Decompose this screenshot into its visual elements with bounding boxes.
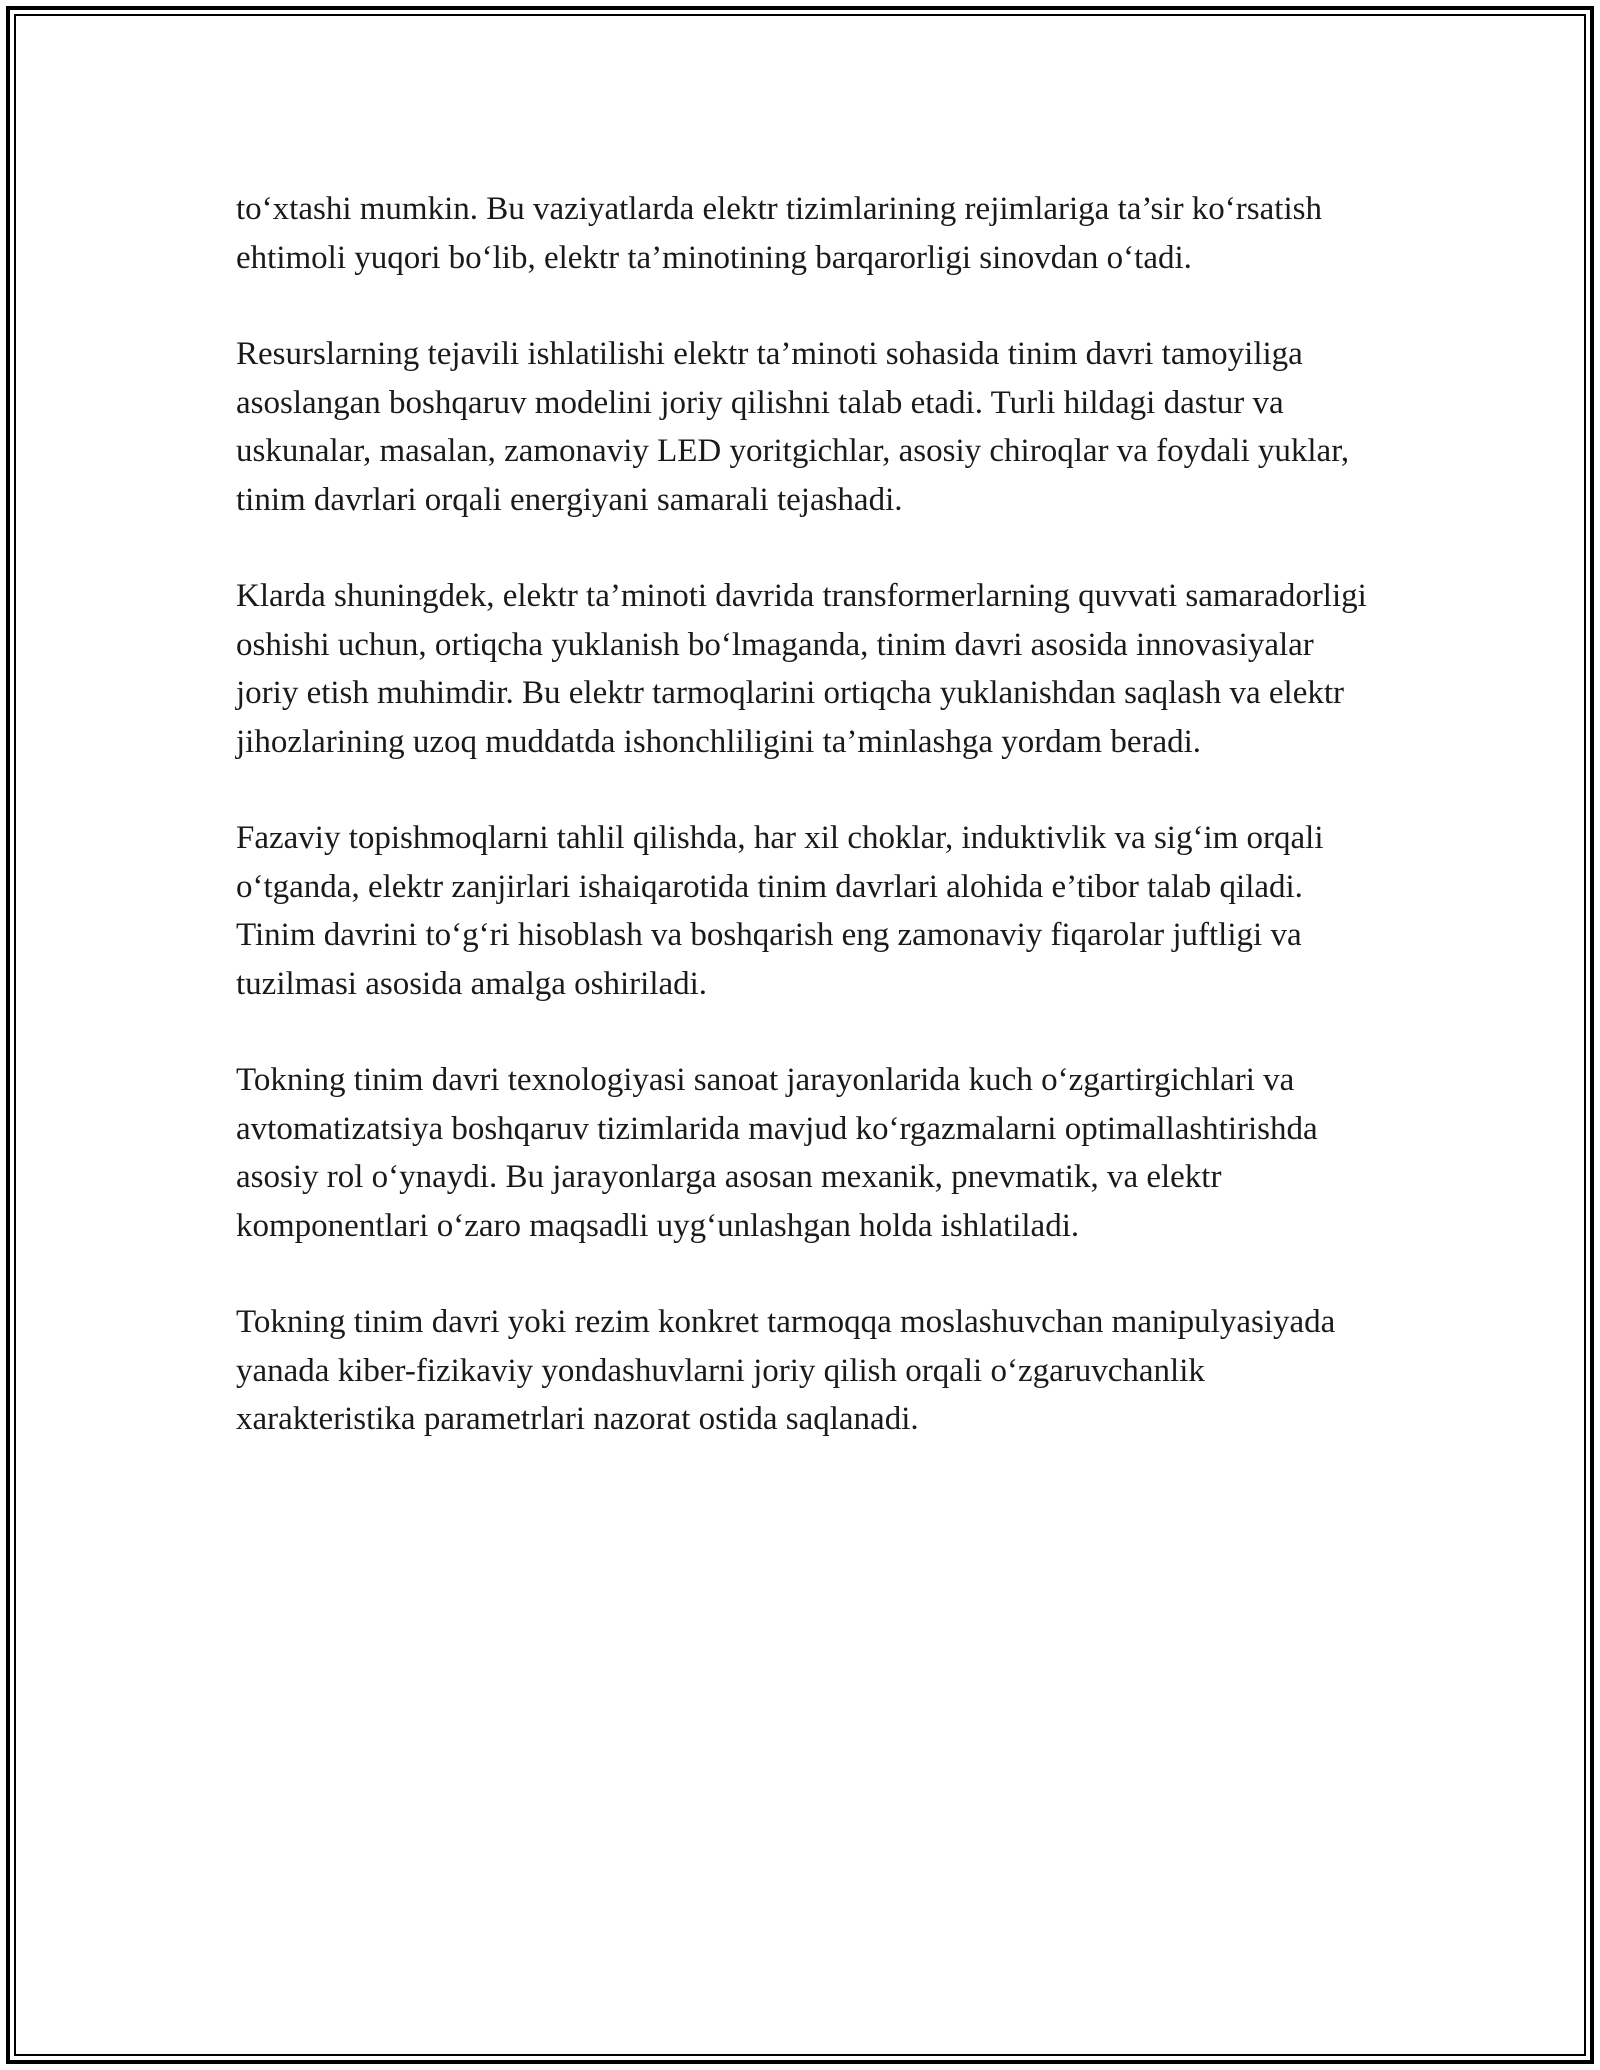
paragraph-2: Resurslarning tejavili ishlatilishi elektr ta’minoti sohasida tinim davri tamoyiliga asoslangan boshqaruv modelini joriy qilishni talab etadi. Turli hildagi dastur va uskunalar, masalan, zamonaviy LED yoritgichlar, asosiy chiroqlar va foydali yuklar, tinim davrlari orqali energiyani samarali tejashadi. <box>236 336 1350 518</box>
paragraph-4: Fazaviy topishmoqlarni tahlil qilishda, har xil choklar, induktivlik va sig‘im orqali o‘tganda, elektr zanjirlari ishaiqarotida tinim davrlari alohida e’tibor talab qiladi. Tinim davrini to‘g‘ri hisoblash va boshqarish eng zamonaviy fiqarolar juftligi va tuzilmasi asosida amalga oshiriladi. <box>236 820 1324 1002</box>
paragraph-6: Tokning tinim davri yoki rezim konkret tarmoqqa moslashuvchan manipulyasiyada yanada kiber-fizikaviy yondashuvlarni joriy qilish orqali o‘zgaruvchanlik xarakteristika parametrlari nazorat ostida saqlanadi. <box>236 1304 1336 1437</box>
paragraph-3: Klarda shuningdek, elektr ta’minoti davrida transformerlarning quvvati samaradorligi oshishi uchun, ortiqcha yuklanish bo‘lmaganda, tinim davri asosida innovasiyalar joriy etish muhimdir. Bu elektr tarmoqlarini ortiqcha yuklanishdan saqlash va elektr jihozlarining uzoq muddatda ishonchliligini ta’minlashga yordam beradi. <box>236 578 1367 760</box>
paragraph-5: Tokning tinim davri texnologiyasi sanoat jarayonlarida kuch o‘zgartirgichlari va avtomatizatsiya boshqaruv tizimlarida mavjud ko‘rgazmalarni optimallashtirishda asosiy rol o‘ynaydi. Bu jarayonlarga asosan mexanik, pnevmatik, va elektr komponentlari o‘zaro maqsadli uyg‘unlashgan holda ishlatiladi. <box>236 1062 1318 1244</box>
paragraph-1: to‘xtashi mumkin. Bu vaziyatlarda elektr tizimlarining rejimlariga ta’sir ko‘rsatish ehtimoli yuqori bo‘lib, elektr ta’minotining barqarorligi sinovdan o‘tadi. <box>236 191 1322 276</box>
document-body <box>236 185 1371 1444</box>
